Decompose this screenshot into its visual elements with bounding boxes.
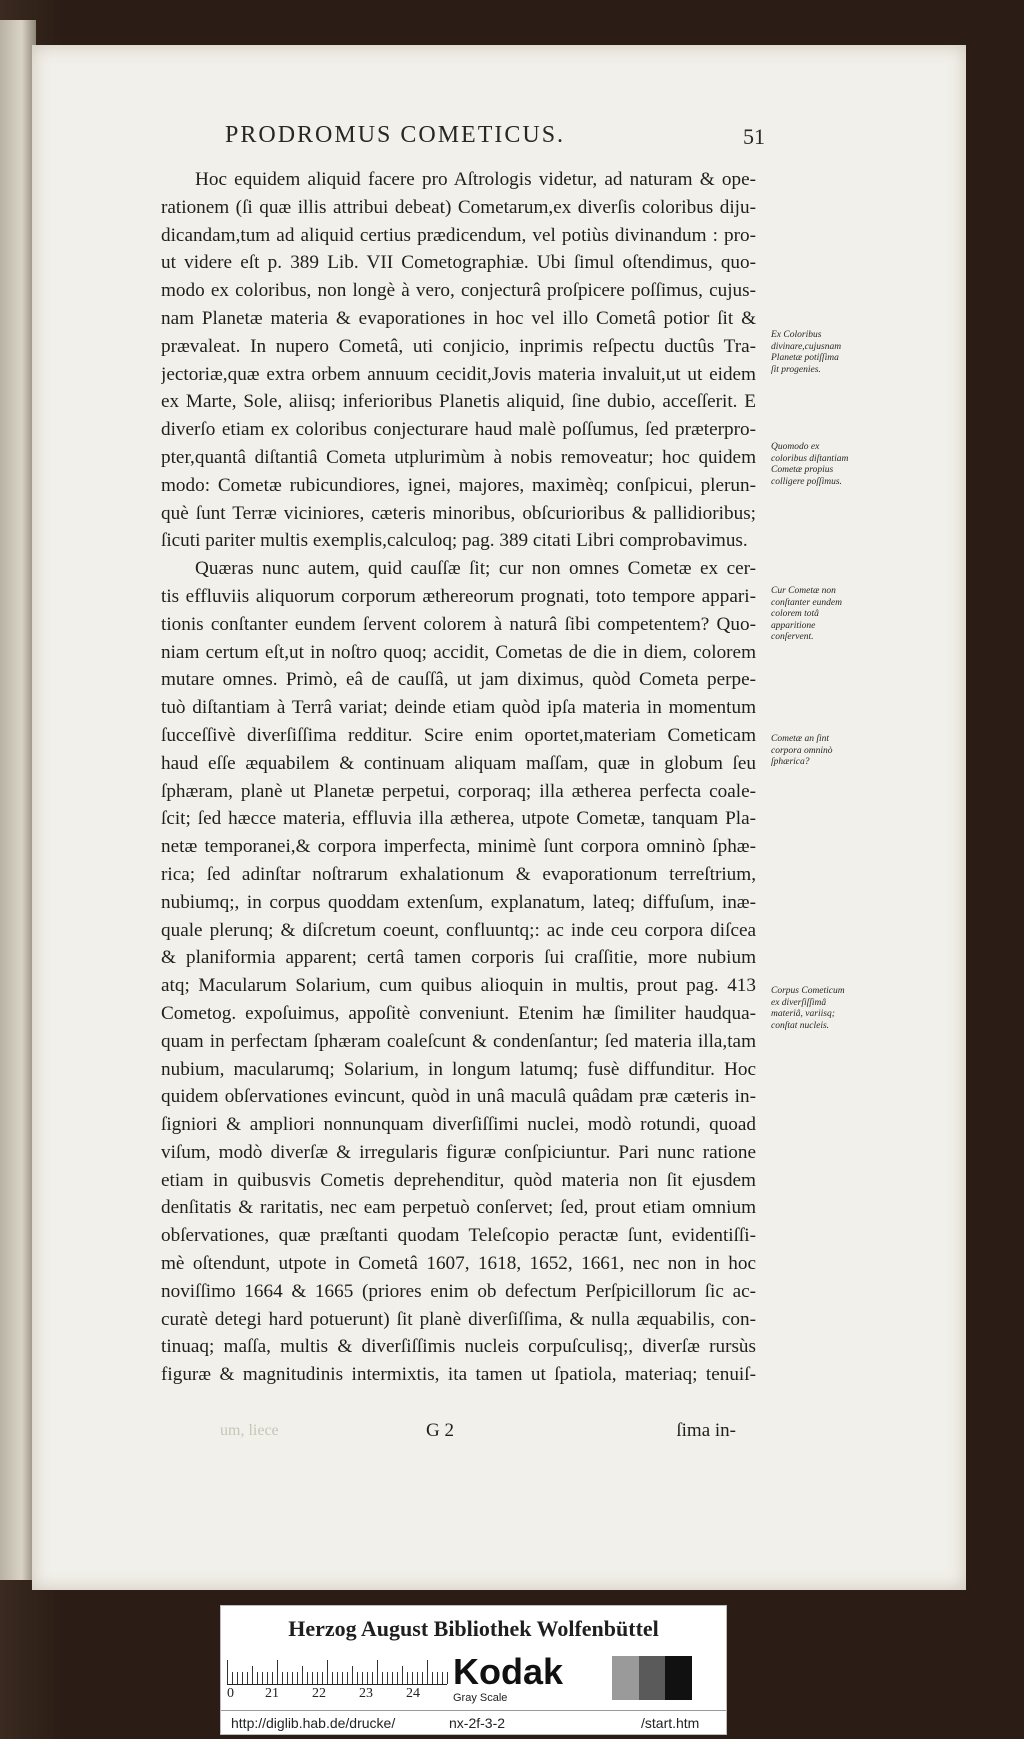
ruler-tick xyxy=(447,1672,448,1684)
text-line: tionis conſtanter eundem ſervent colorem à naturâ ſibi competentem? Quo- xyxy=(161,613,756,635)
page-number: 51 xyxy=(743,124,765,149)
text-line: quale plerunq; & diſcretum coeunt, confluuntq;: ac inde ceu corpora diſcea xyxy=(161,919,756,941)
text-line: ſphæram, planè ut Planetæ perpetui, corporaq; illa ætherea perfecta coale- xyxy=(161,780,756,802)
text-line: tis effluviis aliquorum corporum æthereorum prognati, toto tempore appari- xyxy=(161,585,756,607)
ruler-label: 21 xyxy=(265,1686,279,1701)
signature-mark: G 2 xyxy=(426,1420,454,1441)
ruler-tick xyxy=(257,1672,258,1684)
margin-note: Corpus Cometicum ex diverſiſſimâ materiâ, variisq; conſtat nucleis. xyxy=(771,986,845,1031)
ruler-tick xyxy=(272,1672,273,1684)
text-line: netæ temporanei,& corpora imperfecta, minimè ſunt corpora omninò ſphæ- xyxy=(161,836,756,858)
ruler-tick xyxy=(277,1660,278,1684)
library-name: Herzog August Bibliothek Wolfenbüttel xyxy=(288,1616,659,1641)
text-line: Cometog. expoſuimus, appoſitè conveniunt. Etenim hæ ſimiliter haudqua- xyxy=(161,1002,756,1024)
ruler-tick xyxy=(432,1672,433,1684)
catchword: ſima in- xyxy=(676,1420,736,1441)
text-line: ſucceſſivè diverſiſſima redditur. Scire enim oportet,materiam Cometicam xyxy=(161,724,756,746)
text-line: dicandam,tum ad aliquid certius prædicendum, vel potiùs divinandum : pro- xyxy=(161,224,756,246)
text-line: què ſunt Terræ viciniores, cæteris minoribus, obſcurioribus & pallidioribus; xyxy=(161,502,756,524)
color-target-card xyxy=(220,1605,727,1735)
ruler-tick xyxy=(267,1672,268,1684)
text-line: prævaleat. In nupero Cometâ, uti conjicio, inprimis reſpectu ductûs Tra- xyxy=(161,335,756,357)
ruler-tick xyxy=(357,1672,358,1684)
text-line: mutare omnes. Primò, eâ de cauſſâ, ut jam diximus, quòd Cometa perpe- xyxy=(161,669,756,691)
ruler-tick xyxy=(367,1672,368,1684)
ruler-tick xyxy=(392,1672,393,1684)
text-line: denſitatis & raritatis, nec eam perpetuò conſervet; ſed, prout etiam omnium xyxy=(161,1197,756,1219)
ruler-tick xyxy=(427,1660,428,1684)
gray-patch xyxy=(612,1656,639,1700)
text-line: pter,quantâ diſtantiâ Cometa utplurimùm à nobis removeatur; hoc quidem xyxy=(161,446,756,468)
text-line: Quæras nunc autem, quid cauſſæ ſit; cur non omnes Cometæ ex cer- xyxy=(195,558,756,580)
ruler-tick xyxy=(397,1672,398,1684)
ruler-tick xyxy=(347,1672,348,1684)
ruler-tick xyxy=(322,1672,323,1684)
gray-patch xyxy=(639,1656,666,1700)
ruler-tick xyxy=(232,1672,233,1684)
text-line: mè oſtendunt, utpote in Cometâ 1607, 1618, 1652, 1661, nec non in hoc xyxy=(161,1253,756,1275)
text-line: jectoriæ,quæ extra orbem annuum cecidit,Jovis materia invaluit,ut ut eidem xyxy=(161,363,756,385)
text-line: ſigniori & ampliori nonnunquam diverſiſſimi nuclei, modò rotundi, quoad xyxy=(161,1114,756,1136)
gray-patches xyxy=(612,1656,692,1700)
ruler-tick xyxy=(302,1666,303,1684)
ruler-tick xyxy=(247,1672,248,1684)
ruler-label: 24 xyxy=(406,1686,420,1701)
grayscale-label: Gray Scale xyxy=(453,1692,508,1704)
text-line: niam certum eſt,ut in noſtro quoq; accidit, Cometas de die in diem, colorem xyxy=(161,641,756,663)
ruler-tick xyxy=(407,1672,408,1684)
ruler-tick xyxy=(417,1672,418,1684)
ruler-tick xyxy=(337,1672,338,1684)
ruler-tick xyxy=(332,1672,333,1684)
text-line: noviſſimo 1664 & 1665 (priores enim ob defectum Perſpicillorum ſic ac- xyxy=(161,1280,756,1302)
ruler-tick xyxy=(262,1672,263,1684)
ruler-tick xyxy=(352,1666,353,1684)
text-line: ſcit; ſed hæcce materia, effluvia illa ætherea, utpote Cometæ, tanquam Pla- xyxy=(161,808,756,830)
text-line: ex Marte, Sole, aliisq; inferioribus Planetis aliquid, ſine dubio, acceſſerit. E xyxy=(161,391,756,413)
bleed-through-text: um, liece xyxy=(220,1422,279,1439)
body-text xyxy=(161,166,756,1389)
text-line: nubiumq;, in corpus quoddam extenſum, explanatum, lateq; diffuſum, inæ- xyxy=(161,891,756,913)
ruler-tick xyxy=(372,1672,373,1684)
text-line: haud eſſe æquabilem & continuam aliquam maſſam, quæ in globum ſeu xyxy=(161,752,756,774)
text-line: tinuaq; maſſa, multis & diverſiſſimis nucleis corpuſculisq;, diverſæ rursùs xyxy=(161,1336,756,1358)
ruler-label: 0 xyxy=(227,1686,234,1701)
margin-note: Cur Cometæ non conſtanter eundem colorem totâ apparitione conſervent. xyxy=(771,586,842,642)
ruler-label: 22 xyxy=(312,1686,326,1701)
ruler-tick xyxy=(252,1666,253,1684)
shelfmark: nx-2f-3-2 xyxy=(449,1715,506,1731)
margin-note: Quomodo ex coloribus diſtantiam Cometæ propius colligere poſſimus. xyxy=(771,442,849,487)
ruler-tick xyxy=(382,1672,383,1684)
ruler-tick xyxy=(292,1672,293,1684)
ruler-tick xyxy=(387,1672,388,1684)
text-line: figuræ & magnitudinis intermixtis, ita tamen ut ſpatiola, materiaq; tenuiſ- xyxy=(161,1364,756,1386)
text-line: curatè detegi hard potuerunt) ſit planè diverſiſſima, & nulla æquabilis, con- xyxy=(161,1308,756,1330)
ruler-tick xyxy=(342,1672,343,1684)
source-url: http://diglib.hab.de/drucke/ xyxy=(231,1715,396,1731)
text-line: Hoc equidem aliquid facere pro Aſtrologis videtur, ad naturam & ope- xyxy=(195,169,756,190)
text-line: & planiformia apparent; certâ tamen corporis ſui craſſitie, more nubium xyxy=(161,947,756,969)
text-line: modo: Cometæ rubicundiores, ignei, majores, maximèq; conſpicui, plerun- xyxy=(161,474,756,496)
text-line: tuò diſtantiam à Terrâ variat; deinde etiam quòd ipſa materia in momentum xyxy=(161,697,756,719)
running-head: PRODROMUS COMETICUS. xyxy=(225,122,566,148)
ruler-tick xyxy=(362,1672,363,1684)
ruler-tick xyxy=(227,1660,228,1684)
ruler-tick xyxy=(377,1660,378,1684)
text-line: quidem obſervationes evincunt, quòd in unâ maculâ quâdam præ cæteris in- xyxy=(161,1086,756,1108)
ruler-tick xyxy=(287,1672,288,1684)
ruler-tick xyxy=(312,1672,313,1684)
text-line: ſicuti pariter multis exemplis,calculoq; pag. 389 citati Libri comprobavimus. xyxy=(161,530,748,552)
ruler-tick xyxy=(307,1672,308,1684)
ruler-tick xyxy=(297,1672,298,1684)
text-line: nam Planetæ materia & evaporationes in hoc vel illo Cometâ potior ſit & xyxy=(161,307,756,329)
text-line: rica; ſed adinſtar noſtrarum exhalationum & evaporationum terreſtrium, xyxy=(161,863,756,885)
text-line: rationem (ſi quæ illis attribui debeat) Cometarum,ex diverſis coloribus diju- xyxy=(161,196,756,218)
ruler-tick xyxy=(422,1672,423,1684)
page-header xyxy=(195,122,765,152)
ruler-tick xyxy=(317,1672,318,1684)
text-line: obſervationes, quæ præſtanti quodam Teleſcopio peractæ ſunt, evidentiſſi- xyxy=(161,1225,756,1247)
margin-note: Ex Coloribus divinare,cujusnam Planetæ potiſſima ſit progenies. xyxy=(771,330,842,375)
ruler-tick xyxy=(327,1660,328,1684)
ruler-label: 23 xyxy=(359,1686,373,1701)
text-line: nubium, macularumq; Solarium, in longum latumq; fusè diffunditur. Hoc xyxy=(161,1058,756,1080)
facing-page-edge xyxy=(0,20,36,1580)
ruler-tick xyxy=(437,1672,438,1684)
text-line: ut videre eſt p. 389 Lib. VII Cometographiæ. Ubi ſimul oſtendimus, quo- xyxy=(161,252,756,274)
gray-patch xyxy=(665,1656,692,1700)
ruler-tick xyxy=(282,1672,283,1684)
ruler-tick xyxy=(402,1666,403,1684)
ruler-tick xyxy=(442,1672,443,1684)
url-row xyxy=(221,1710,726,1735)
ruler-scale xyxy=(227,1658,447,1685)
text-line: atq; Macularum Solarium, cum quibus alioquin in multis, prout pag. 413 xyxy=(161,975,756,997)
ruler-tick xyxy=(237,1672,238,1684)
text-line: diverſo etiam ex coloribus conjecturare haud malè poſſumus, ſed præterpro- xyxy=(161,419,756,441)
text-line: viſum, modò diverſæ & irregularis figuræ conſpiciuntur. Pari nunc ratione xyxy=(161,1141,756,1163)
kodak-logo: Kodak xyxy=(453,1651,564,1692)
ruler-tick xyxy=(242,1672,243,1684)
text-line: quam in perfectam ſphæram coaleſcunt & condenſantur; ſed materia illa,tam xyxy=(161,1030,756,1052)
margin-note: Cometæ an ſint corpora omninò ſphærica? xyxy=(771,734,833,767)
ruler-tick xyxy=(412,1672,413,1684)
text-line: modo ex coloribus, non longè à vero, conjecturâ proſpicere poſſimus, cujus- xyxy=(161,280,756,302)
start-page: /start.htm xyxy=(641,1715,700,1731)
text-line: etiam in quibusvis Cometis deprehenditur, quòd materia non ſit ejusdem xyxy=(161,1169,756,1191)
